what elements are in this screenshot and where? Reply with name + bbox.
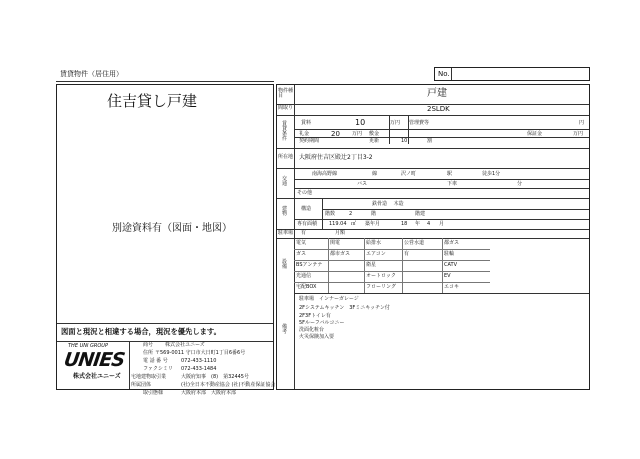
title-underline [56,81,274,82]
number-field[interactable] [434,67,590,81]
equipment-cell: CATV [444,262,457,268]
remarks-list [299,297,539,367]
equipment-cell: 光通信 [296,273,312,279]
type-label: 物件種目 [278,88,294,99]
remark-item: 駐車場 インナーガレージ [299,296,359,302]
structure-value: 鉄骨造 木造 [372,201,404,207]
location-value: 大阪府住吉区殿辻2丁目3-2 [299,154,373,161]
equipment-cell: BSアンテナ [296,262,323,268]
equipment-cell: オートロック [366,273,396,279]
remark-item: 洗面化粧台 [299,327,325,333]
priority-note: 図面と現況と相違する場合，現況を優先します。 [61,327,221,336]
equipment-cell: EV [444,273,451,279]
equipment-table [294,238,490,294]
rent-value: 10 [355,118,366,127]
equipment-cell: フローリング [366,284,396,290]
logo-text: UNIES [62,349,126,371]
equipment-cell: 衛星 [366,262,377,268]
equipment-cell: 有 [404,251,410,257]
left-panel [56,84,276,396]
document-title: 賃貸物件（居住用） [60,70,123,78]
equipment-cell: 都市ガス [330,251,351,257]
equipment-cell: ガス [296,251,307,257]
deposit-value: 20 [331,130,340,138]
remark-item: 2Fシステムキッチン 3Fミニキッチン付 [299,305,390,311]
area-value: 119.04 [329,221,347,227]
equipment-cell: 電気 [296,240,307,246]
equipment-cell: エアコン [366,251,386,257]
logo-company-name: 株式会社ユニーズ [73,373,121,380]
equipment-cell: 駐輪 [444,251,455,257]
type-value: 戸建 [427,88,447,99]
company-logo [63,343,127,385]
right-panel: 物件種目 戸建 間取り 2SLDK 賃貸条件 賃料 10 万円 管理費等 円 礼金 20 万円 敷金 保証金 万円 契約期間 更新 10 割 所在地 大阪府住吉区殿辻2丁目3-2 交通 南海高野線 線 沢ノ町 駅 徒歩1分 バス 下車 分 その他 建物 構造 鉄骨造 木造 階数 2 階 階建 専有面積 119.04 ㎡ 築年月 18 年 4 月 駐車場 有 月額 設備 電気 関電 給排水 公営水道 都ガス ガス 都市ガス エアコン 有 駐輪 BSアンテナ 衛星 CATV 光通信 オートロック EV 宅配BOX フローリング エコキ 備考 駐車場 インナーガレージ 2Fシステムキッチン 3Fミニキッチン付 2F3Fトイレ有 5Fルーフバルコニー 洗面化粧台 火災保険加入要 [276,84,590,390]
property-name: 住吉貸し戸建 [107,92,198,110]
company-details: 商号 株式会社ユニーズ 住所 〒569-0011 守口市大日町1丁目6番6号 電 話 番 号 072-433-1110 ファクシミリ 072-433-1484 宅地建物取引業 大阪府知事 (8) 第32445号 所属団体 (社)全日本不動産協会 (社)不動産保証協会 取引態様 大阪府本部 大阪府本部 [131,342,276,396]
number-label: No. [438,70,450,78]
equipment-cell: 公営水道 [404,240,425,246]
equipment-cell: 宅配BOX [296,284,317,290]
equipment-cell: エコキ [444,284,460,290]
equipment-cell: 関電 [330,240,341,246]
equipment-cell: 給排水 [366,240,382,246]
remark-item: 2F3Fトイレ有 [299,313,331,319]
equipment-cell: 都ガス [444,240,460,246]
logo-tagline: THE UNI GROUP [68,343,108,349]
remark-item: 火災保険加入要 [299,334,335,340]
remark-item: 5Fルーフバルコニー [299,320,345,326]
materials-note: 別途資料有（図面・地図） [112,223,232,234]
layout-value: 2SLDK [427,105,450,113]
